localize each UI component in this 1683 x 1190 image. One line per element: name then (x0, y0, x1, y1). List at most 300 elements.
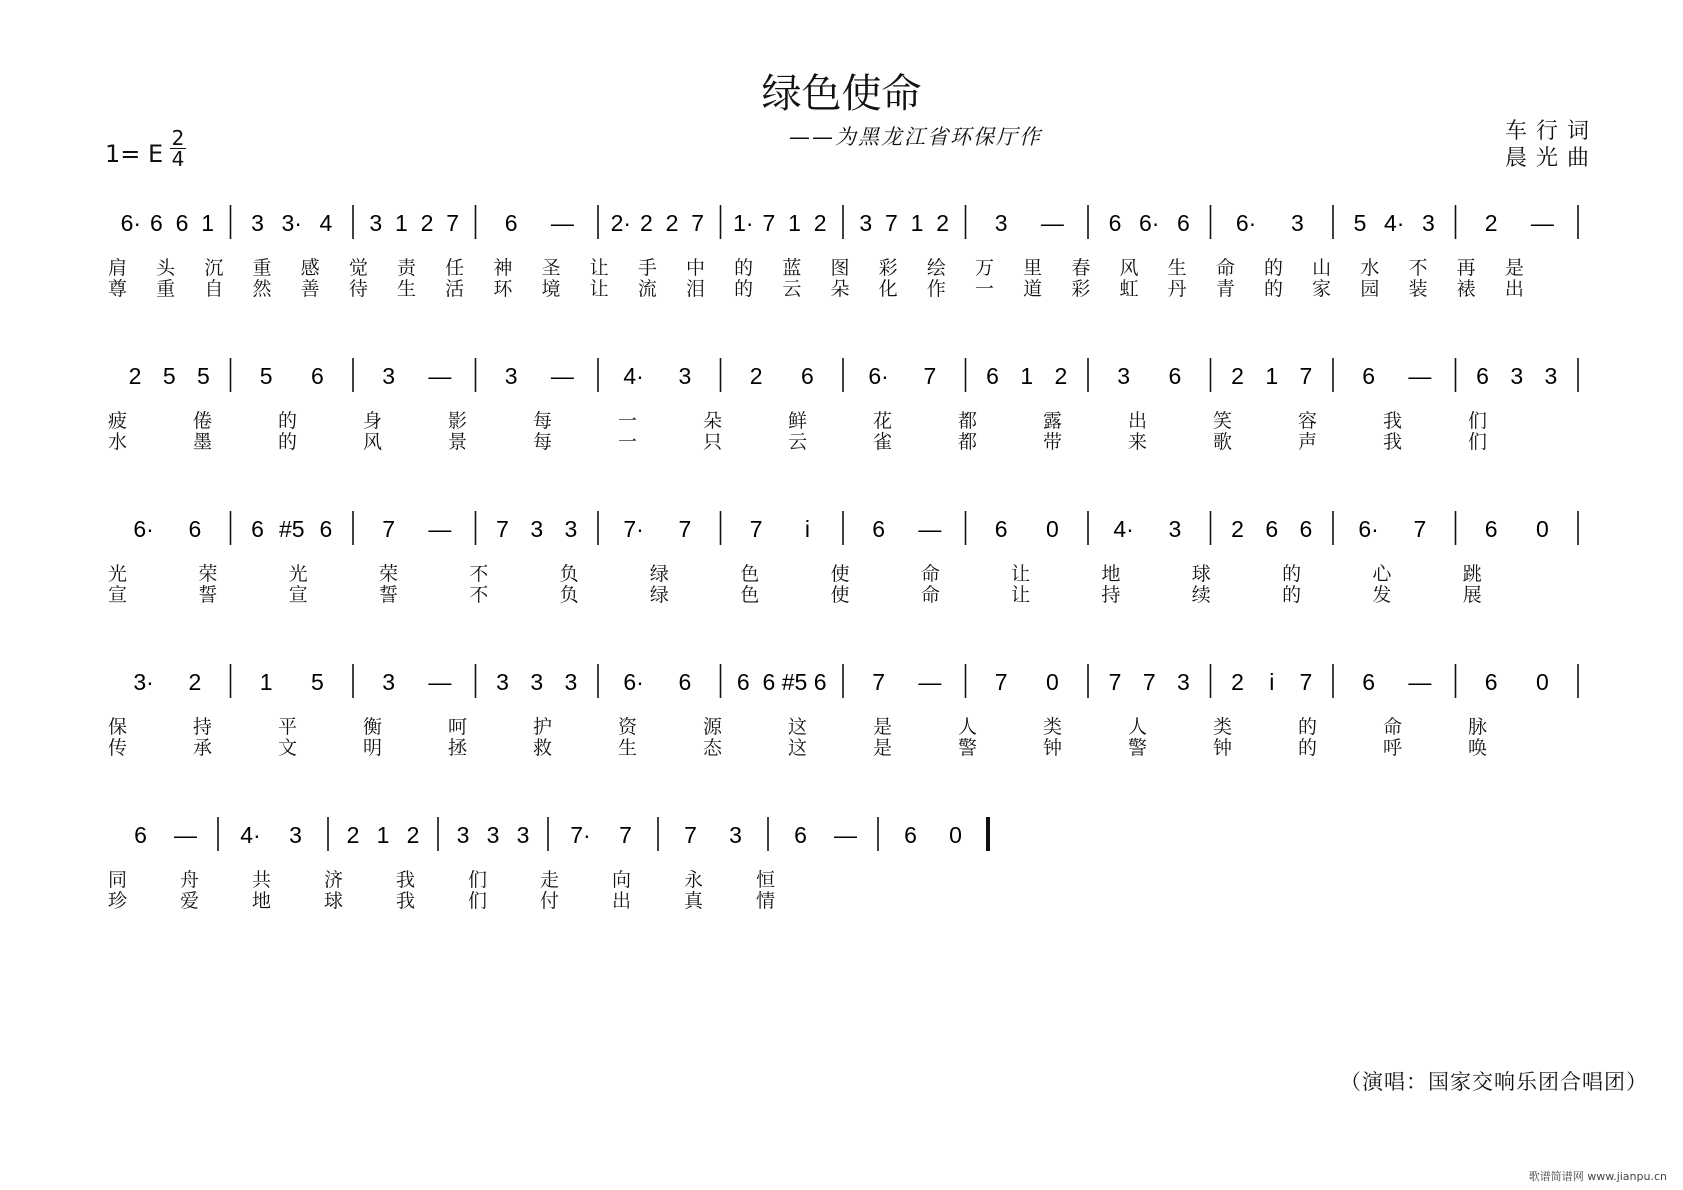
note: 1 (201, 210, 215, 236)
lyric-char: 钟 (1043, 737, 1063, 759)
note: 6 (1265, 516, 1279, 542)
lyric-char: 人 (958, 716, 978, 738)
lyric-char: 肩 (108, 257, 128, 279)
lyric-char: 生 (397, 278, 417, 300)
note: 7 (994, 669, 1008, 695)
note: 7 (691, 210, 705, 236)
note: 3 (251, 210, 264, 236)
lyric-char: 负 (559, 584, 579, 606)
lyric-char: 负 (559, 563, 579, 585)
lyric-char: 春 (1071, 257, 1091, 279)
lyric-char: 的 (278, 431, 298, 453)
note: 1 (788, 210, 801, 236)
lyric-char: 平 (278, 716, 298, 738)
lyric-char: 脉 (1468, 716, 1488, 738)
note: 3 (1510, 363, 1524, 389)
lyric-char: 裱 (1456, 278, 1476, 300)
lyric-char: 的 (1298, 716, 1318, 738)
note: 6 (794, 822, 807, 848)
lyric-char: 作 (926, 278, 946, 300)
lyric-char: 持 (1101, 584, 1121, 606)
note: 6 (678, 669, 692, 695)
lyric-char: 任 (445, 257, 465, 279)
lyric-char: 宣 (108, 584, 128, 606)
lyric-char: 命 (1383, 716, 1403, 738)
key-signature: 1= E (105, 140, 164, 168)
lyric-line (108, 427, 1593, 453)
note: 7· (570, 822, 591, 848)
note: 6 (872, 516, 886, 542)
lyric-char: 地 (1101, 563, 1121, 585)
note: 6 (1484, 516, 1498, 542)
note: 6· (120, 210, 142, 236)
note: 7 (885, 210, 898, 236)
note: 6 (986, 363, 999, 389)
lyric-char: 环 (493, 278, 513, 300)
lyric-char: 都 (958, 431, 978, 453)
note: #5 (781, 669, 808, 695)
meter-denominator: 4 (171, 147, 185, 171)
note: 7 (1299, 669, 1313, 695)
lyric-char: 流 (637, 278, 657, 300)
note: 7 (382, 516, 396, 542)
note: 3 (564, 669, 578, 695)
lyric-char: 头 (156, 257, 176, 279)
note: 3 (564, 516, 578, 542)
note: 2 (1231, 516, 1244, 542)
lyric-char: 不 (469, 563, 489, 585)
lyric-char: 我 (1383, 410, 1403, 432)
note: 3· (281, 210, 302, 236)
note: — (428, 363, 452, 389)
lyric-char: 彩 (1071, 278, 1091, 300)
lyric-char: 万 (975, 257, 995, 279)
lyric-char: 恒 (756, 869, 776, 891)
lyric-char: 这 (788, 716, 808, 738)
note: 3 (486, 822, 500, 848)
lyric-char: 生 (1167, 257, 1187, 279)
note: 7· (623, 516, 644, 542)
lyric-char: 风 (1119, 257, 1139, 279)
lyric-char: 责 (397, 257, 417, 279)
note: 6· (868, 363, 889, 389)
lyric-char: 道 (1023, 278, 1043, 300)
lyric-char: 们 (468, 890, 488, 912)
note: #5 (278, 516, 305, 542)
lyric-char: 保 (108, 716, 128, 738)
lyric-char: 出 (1504, 278, 1524, 300)
lyric-char: 色 (740, 563, 760, 585)
note: — (1530, 210, 1554, 236)
lyric-char: 们 (1468, 410, 1488, 432)
lyric-char: 水 (1360, 257, 1380, 279)
lyric-char: 警 (1128, 737, 1148, 759)
lyric-char: 神 (493, 257, 513, 279)
lyric-char: 化 (878, 278, 898, 300)
note: 3 (1422, 210, 1435, 236)
lyric-char: 绘 (926, 257, 946, 279)
note: 6 (1362, 363, 1376, 389)
lyric-char: 命 (920, 584, 940, 606)
meter-numerator: 2 (171, 126, 185, 150)
note: — (550, 363, 574, 389)
lyric-char: 钟 (1213, 737, 1233, 759)
note: 2 (640, 210, 653, 236)
lyric-char: 尊 (108, 278, 128, 300)
note: — (428, 669, 452, 695)
lyric-char: 善 (300, 278, 320, 300)
note: 2 (406, 822, 420, 848)
note: 7 (1299, 363, 1313, 389)
lyric-char: 是 (873, 716, 893, 738)
note: 6 (251, 516, 264, 542)
lyric-char: 是 (873, 737, 893, 759)
lyric-char: 心 (1372, 563, 1392, 585)
note: 2 (188, 669, 202, 695)
note: 6 (188, 516, 202, 542)
note: 7 (678, 516, 692, 542)
lyric-char: 态 (703, 737, 723, 759)
lyric-char: 色 (740, 584, 760, 606)
note: 3 (530, 669, 544, 695)
note: 6· (1139, 210, 1160, 236)
lyric-char: 不 (1408, 257, 1428, 279)
note: 1 (259, 669, 273, 695)
lyric-char: 永 (684, 869, 704, 891)
lyric-char: 付 (540, 890, 560, 912)
lyric-char: 笑 (1213, 410, 1233, 432)
lyric-char: 们 (1468, 431, 1488, 453)
note: 7 (446, 210, 460, 236)
lyric-char: 誓 (378, 584, 398, 606)
note: 2 (1231, 363, 1244, 389)
lyric-char: 容 (1298, 410, 1318, 432)
lyric-char: 警 (958, 737, 978, 759)
note: 6 (1108, 210, 1122, 236)
note: 3 (859, 210, 873, 236)
note: 4 (319, 210, 333, 236)
lyric-char: 舟 (180, 869, 200, 891)
note: — (550, 210, 574, 236)
note: 7 (749, 516, 763, 542)
lyric-char: 山 (1312, 257, 1332, 279)
note: 7 (1413, 516, 1427, 542)
lyric-char: 图 (830, 257, 850, 279)
lyric-char: 让 (1011, 563, 1031, 585)
lyric-char: 圣 (541, 257, 561, 279)
note: 3 (994, 210, 1008, 236)
note: 2 (749, 363, 763, 389)
lyric-char: 然 (252, 278, 272, 300)
lyric-char: 绿 (649, 563, 669, 585)
note: 2· (610, 210, 632, 236)
note: — (1408, 363, 1432, 389)
lyric-char: 持 (193, 716, 213, 738)
note: 0 (1535, 669, 1549, 695)
lyric-char: 人 (1128, 716, 1148, 738)
lyric-char: 类 (1213, 716, 1233, 738)
lyric-char: 的 (1264, 257, 1284, 279)
lyric-char: 声 (1298, 431, 1318, 453)
lyric-char: 命 (920, 563, 940, 585)
note: 3 (1117, 363, 1131, 389)
lyric-char: 球 (1191, 563, 1211, 585)
lyric-char: 使 (830, 584, 850, 606)
lyric-char: 朵 (830, 278, 850, 300)
performer-credit: （演唱：国家交响乐团合唱团） (1340, 1070, 1648, 1094)
lyric-char: 墨 (193, 431, 213, 453)
note: 2 (346, 822, 360, 848)
lyric-char: 我 (1383, 431, 1403, 453)
lyric-char: 泪 (686, 278, 706, 300)
lyric-char: 自 (204, 278, 224, 300)
note: 7 (923, 363, 937, 389)
lyric-char: 重 (156, 278, 176, 300)
note: 1 (1265, 363, 1279, 389)
lyric-char: 疲 (108, 410, 128, 432)
note: 6 (1476, 363, 1489, 389)
note: 0 (949, 822, 962, 848)
lyric-char: 源 (703, 716, 723, 738)
note: 5 (197, 363, 210, 389)
lyric-char: 觉 (348, 257, 368, 279)
note: 3 (496, 669, 509, 695)
lyric-char: 倦 (193, 410, 213, 432)
note: 6 (1299, 516, 1313, 542)
lyric-char: 影 (448, 410, 468, 432)
note: 3 (289, 822, 302, 848)
lyric-char: 每 (533, 431, 553, 453)
note: 1 (376, 822, 390, 848)
note: 7 (496, 516, 509, 542)
lyric-char: 彩 (878, 257, 898, 279)
note: 6 (319, 516, 333, 542)
lyric-char: 使 (830, 563, 850, 585)
lyric-char: 荣 (378, 563, 398, 585)
lyric-char: 们 (468, 869, 488, 891)
note: 7 (684, 822, 697, 848)
lyric-char: 呵 (448, 716, 468, 738)
lyric-char: 带 (1043, 431, 1063, 453)
note: i (1269, 669, 1275, 695)
note: 3 (1168, 516, 1182, 542)
composer-credit: 晨光曲 (1504, 146, 1598, 171)
lyric-char: 的 (278, 410, 298, 432)
lyric-char: 绿 (649, 584, 669, 606)
note: 6 (1362, 669, 1376, 695)
note: 6 (504, 210, 518, 236)
note: — (174, 822, 197, 848)
note: — (428, 516, 452, 542)
lyric-char: 誓 (198, 584, 218, 606)
lyric-char: 球 (324, 890, 344, 912)
note: 2 (1231, 669, 1244, 695)
lyric-char: 风 (363, 431, 383, 453)
note: — (918, 669, 942, 695)
lyric-char: 出 (612, 890, 632, 912)
lyric-line (108, 274, 1593, 300)
lyric-char: 家 (1312, 278, 1332, 300)
lyric-line (108, 559, 1593, 585)
lyric-char: 的 (1264, 278, 1284, 300)
lyric-char: 这 (788, 737, 808, 759)
site-watermark: 歌谱简谱网 www.jianpu.cn (1528, 1170, 1667, 1183)
note: 6 (994, 516, 1008, 542)
lyric-char: 我 (396, 890, 416, 912)
lyric-char: 感 (300, 257, 320, 279)
note: — (918, 516, 942, 542)
lyric-char: 都 (958, 410, 978, 432)
credits (1505, 118, 1598, 172)
lyric-char: 的 (734, 278, 754, 300)
lyric-char: 文 (278, 737, 298, 759)
lyric-char: 让 (589, 278, 609, 300)
note: 5 (1353, 210, 1367, 236)
lyric-char: 出 (1128, 410, 1148, 432)
lyric-char: 来 (1128, 431, 1148, 453)
note: 2 (665, 210, 679, 236)
lyric-char: 资 (618, 716, 638, 738)
lyric-char: 不 (469, 584, 489, 606)
lyric-char: 走 (540, 869, 560, 891)
note: 4· (1113, 516, 1134, 542)
lyric-char: 每 (533, 410, 553, 432)
lyric-char: 明 (363, 737, 383, 759)
lyric-line (108, 406, 1593, 432)
note: 1· (733, 210, 754, 236)
note: i (804, 516, 810, 542)
lyric-char: 蓝 (782, 257, 802, 279)
lyric-char: 的 (1298, 737, 1318, 759)
lyric-char: 丹 (1167, 278, 1187, 300)
lyric-char: 珍 (108, 890, 128, 912)
note: 3 (1544, 363, 1558, 389)
lyric-char: 情 (756, 890, 776, 912)
note: 7 (1108, 669, 1122, 695)
note: 3 (369, 210, 383, 236)
note: 3 (382, 669, 396, 695)
lyric-char: 活 (445, 278, 465, 300)
lyric-char: 虹 (1119, 278, 1139, 300)
note: 6 (800, 363, 814, 389)
lyric-char: 救 (533, 737, 553, 759)
note: 2 (936, 210, 950, 236)
lyric-char: 云 (782, 278, 802, 300)
lyric-char: 歌 (1213, 431, 1233, 453)
lyric-char: 续 (1191, 584, 1211, 606)
note: 5 (162, 363, 176, 389)
note: 3 (530, 516, 544, 542)
note: 3 (1177, 669, 1190, 695)
note: 6 (134, 822, 147, 848)
lyric-char: 青 (1215, 278, 1235, 300)
note: 7 (762, 210, 776, 236)
lyric-char: 的 (734, 257, 754, 279)
note: 6· (1235, 210, 1257, 236)
lyric-char: 拯 (448, 737, 468, 759)
lyric-char: 让 (1011, 584, 1031, 606)
note: 3 (516, 822, 530, 848)
note: 5 (310, 669, 324, 695)
lyric-char: 生 (618, 737, 638, 759)
note: 1 (395, 210, 408, 236)
lyric-char: 鲜 (788, 410, 808, 432)
lyric-line (108, 253, 1593, 279)
lyric-char: 跳 (1462, 563, 1482, 585)
lyric-char: 重 (252, 257, 272, 279)
lyric-char: 手 (637, 257, 657, 279)
note: 6 (736, 669, 750, 695)
note: 7 (872, 669, 886, 695)
note: 3 (729, 822, 742, 848)
lyric-char: 让 (589, 257, 609, 279)
lyric-char: 一 (618, 410, 638, 432)
lyric-char: 济 (324, 869, 344, 891)
lyric-char: 身 (363, 410, 383, 432)
note: 0 (1045, 516, 1059, 542)
song-subtitle: ——为黑龙江省环保厅作 (789, 125, 1042, 149)
lyric-char: 同 (108, 869, 128, 891)
lyric-char: 一 (618, 431, 638, 453)
lyric-char: 向 (612, 869, 632, 891)
lyric-char: 待 (348, 278, 368, 300)
time-signature (170, 128, 186, 169)
note: 6 (310, 363, 324, 389)
note: 2 (1484, 210, 1498, 236)
lyric-char: 呼 (1383, 737, 1403, 759)
lyric-char: 中 (686, 257, 706, 279)
note: 7 (1142, 669, 1156, 695)
note: 7 (619, 822, 632, 848)
lyric-char: 类 (1043, 716, 1063, 738)
lyric-char: 护 (533, 716, 553, 738)
note: 0 (1535, 516, 1549, 542)
song-title: 绿色使命 (761, 71, 922, 117)
lyric-char: 唤 (1468, 737, 1488, 759)
lyric-char: 光 (108, 563, 128, 585)
note: 6· (623, 669, 644, 695)
lyric-char: 命 (1215, 257, 1235, 279)
lyric-char: 衡 (363, 716, 383, 738)
lyric-char: 装 (1408, 278, 1428, 300)
lyric-char: 云 (788, 431, 808, 453)
note: 0 (1045, 669, 1059, 695)
lyric-line (108, 580, 1593, 606)
lyricist-credit: 车行词 (1504, 119, 1598, 144)
lyric-char: 园 (1360, 278, 1380, 300)
note: 1 (910, 210, 924, 236)
lyric-char: 共 (252, 869, 272, 891)
note: 6 (1484, 669, 1498, 695)
lyric-char: 露 (1043, 410, 1063, 432)
lyric-char: 传 (108, 737, 128, 759)
lyric-char: 爱 (180, 890, 200, 912)
note: 6 (904, 822, 917, 848)
note: 6 (175, 210, 189, 236)
lyric-line (108, 733, 1593, 759)
lyric-char: 雀 (873, 431, 893, 453)
note: 3· (133, 669, 154, 695)
lyric-char: 荣 (198, 563, 218, 585)
note: 5 (259, 363, 273, 389)
lyric-char: 地 (252, 890, 272, 912)
note: 6 (762, 669, 776, 695)
note: 6 (1168, 363, 1182, 389)
lyric-char: 承 (193, 737, 213, 759)
note: — (1040, 210, 1064, 236)
lyric-char: 再 (1456, 257, 1476, 279)
lyric-char: 花 (873, 410, 893, 432)
